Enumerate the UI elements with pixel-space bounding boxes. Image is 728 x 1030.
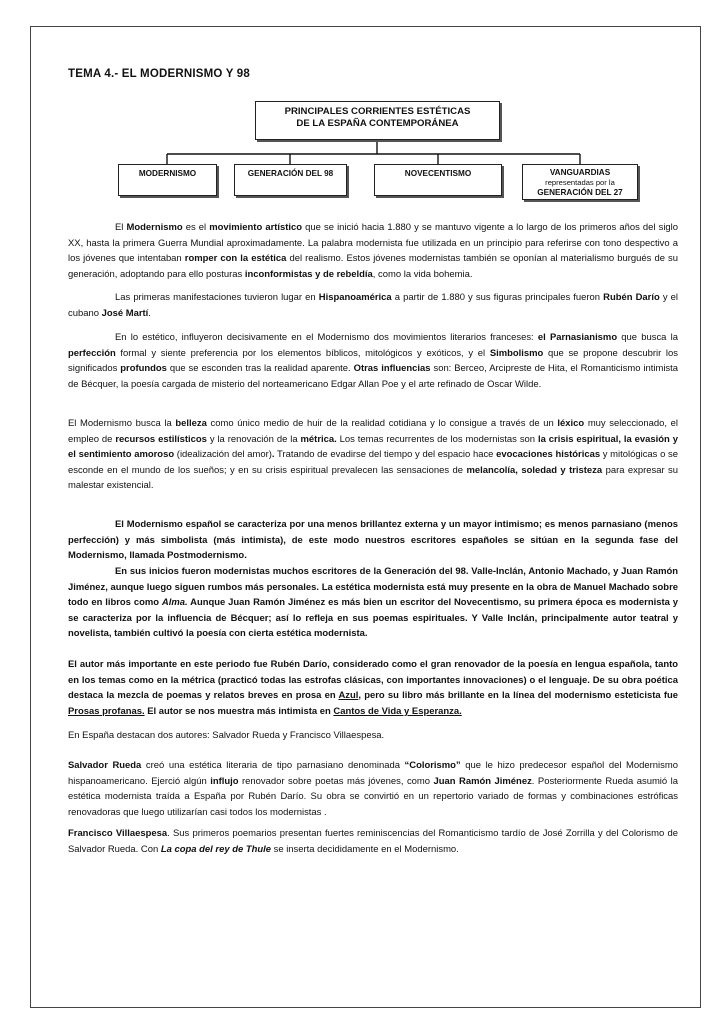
node-sublabel-2: GENERACIÓN DEL 27 — [537, 188, 623, 197]
text-run: que busca la — [617, 332, 678, 343]
text-run: La copa del rey de Thule — [160, 843, 271, 855]
text-run: Simbolismo — [489, 347, 544, 359]
text-run: es el — [182, 222, 210, 233]
text-run: inconformistas y de rebeldía — [244, 268, 373, 280]
text-run: la crisis espiritual, la evasión y el sentimiento amoroso — [68, 433, 678, 461]
text-run: ( — [174, 449, 180, 461]
paragraph-4 — [68, 416, 678, 494]
text-run: Hispanoamérica — [318, 292, 392, 303]
diagram-node-vanguardias — [522, 164, 638, 200]
text-run: recursos estilísticos — [115, 433, 207, 445]
text-run: muy seleccionado, el empleo de — [68, 418, 678, 445]
text-run: el Parnasianismo — [537, 332, 618, 343]
text-run: renovador sobre poetas más jóvenes, como — [238, 775, 434, 787]
text-run: Aunque Juan Ramón Jiménez es más bien un escritor del Novecentismo, su primera época es modernista y se caracteriza por la influencia de Bécquer; así lo refleja en sus poemas espirituales. Y Valle Inclán, principalmente autor teatral y novelista, también cultivó la poesía con cierta estética modernista. — [68, 597, 678, 640]
node-label: MODERNISMO — [138, 169, 197, 178]
text-run: . — [271, 449, 275, 461]
text-run: melancolía, soledad y tristeza — [466, 464, 603, 476]
text-run: . Posteriormente Rueda asumió la estética modernista traída a España por Rubén Darío. Su obra se convirtió en un repertorio variado de formas y combinaciones estróficas renovadoras que luego utilizarían casi todos los modernistas . — [68, 775, 678, 818]
diagram-node-modernismo — [118, 164, 217, 196]
text-run: que se esconden tras la realidad aparente. — [166, 363, 354, 375]
paragraph-5 — [68, 517, 678, 564]
text-run: que se propone descubrir los significados — [68, 347, 678, 375]
text-run: Azul — [338, 690, 359, 702]
paragraph-8 — [68, 728, 678, 744]
text-run: Salvador Rueda — [68, 760, 142, 771]
text-run: perfección — [68, 347, 116, 359]
root-line-1: PRINCIPALES CORRIENTES ESTÉTICAS — [284, 106, 471, 117]
document-title: TEMA 4.- EL MODERNISMO Y 98 — [68, 68, 250, 80]
text-run: , como la vida bohemia. — [372, 268, 473, 280]
text-run: Francisco Villaespesa — [68, 828, 168, 839]
text-run: y mitológicas o se esconde en el mundo de los sueños; y en su crisis espiritual prevalecen las sensaciones de — [68, 449, 678, 476]
paragraph-2 — [68, 290, 678, 321]
text-run: El Modernismo busca la — [68, 418, 176, 429]
text-run: se inserta decididamente en el Modernismo. — [271, 843, 459, 855]
text-run: Otras influencias — [353, 363, 431, 375]
text-run: del realismo. Estos jóvenes modernistas también se oponían al materialismo burgués de su generación, adoptando para ello posturas — [68, 253, 678, 280]
node-label: GENERACIÓN DEL 98 — [247, 169, 334, 178]
text-run: belleza — [175, 418, 207, 429]
text-run: El — [115, 222, 127, 233]
text-run: Las primeras manifestaciones tuvieron lugar en — [115, 292, 319, 303]
root-line-2: DE LA ESPAÑA CONTEMPORÁNEA — [296, 118, 459, 129]
text-run: Tratando de evadirse del tiempo y del espacio hace — [274, 449, 497, 461]
text-run: como único medio de huir de la realidad cotidiana y lo consigue a través de un — [206, 418, 558, 429]
text-run: . — [148, 307, 151, 319]
text-run: a partir de 1.880 y sus figuras principales fueron — [391, 292, 604, 303]
paragraph-1 — [68, 220, 678, 282]
node-label: VANGUARDIAS — [549, 168, 611, 177]
text-run: Los temas recurrentes de los modernistas son — [336, 433, 538, 445]
text-run: Alma. — [161, 597, 188, 609]
text-run: profundos — [120, 363, 167, 375]
text-run: que le hizo predecesor español del Modernismo hispanoamericano. Ejerció algún — [68, 760, 678, 787]
text-run: evocaciones históricas — [496, 449, 601, 461]
paragraph-7 — [68, 657, 678, 719]
text-run: que se inició hacia 1.880 y se mantuvo vigente a lo largo de los primeros años del siglo XX, hasta la primera Guerra Mundial aproximadamente. La palabra modernista fue utilizada en un principio para referirse con tono despectivo a los jóvenes que intentaban — [68, 222, 679, 265]
text-run: léxico — [557, 418, 585, 429]
text-run: movimiento artístico — [209, 222, 303, 233]
text-run: métrica. — [300, 433, 337, 445]
text-run: Juan Ramón Jiménez — [433, 775, 532, 787]
diagram-node-generacion-98 — [234, 164, 347, 196]
text-run: creó una estética literaria de tipo parnasiano denominada — [141, 760, 405, 771]
node-label: NOVECENTISMO — [404, 169, 472, 178]
text-run: En lo estético, influyeron decisivamente en el Modernismo dos movimientos literarios franceses: — [115, 332, 538, 343]
paragraph-3 — [68, 330, 678, 392]
text-run: El autor se nos muestra más intimista en — [144, 705, 334, 717]
paragraph-6 — [68, 564, 678, 642]
text-run: romper con la estética — [184, 253, 287, 265]
text-run: , pero su libro más brillante en la línea del modernismo esteticista fue — [358, 690, 679, 702]
text-run: José Martí — [101, 307, 149, 319]
text-run: y la renovación de la — [206, 433, 301, 445]
diagram-node-novecentismo — [374, 164, 502, 196]
text-run: para expresar su malestar existencial. — [68, 464, 678, 492]
paragraph-10 — [68, 826, 678, 857]
text-run: Modernismo — [126, 222, 183, 233]
text-run: El Modernismo español se caracteriza por una menos brillantez externa y un mayor intimismo; es menos parnasiano (menos perfección) y más simbolista (más intimista), de este modo nuestros escritores españoles se sitúan en la segunda fase del Modernismo, llamada Postmodernismo. — [68, 519, 678, 562]
text-run: El autor más importante en este periodo fue Rubén Darío, considerado como el gran renovador de la poesía en lengua española, tanto en los temas como en la métrica (practicó todas las estrofas clásicas, con importantes innovaciones) o el lenguaje. De su obra poética destaca la mezcla de poemas y relatos breves en prosa en — [68, 659, 678, 702]
text-run: . Sus primeros poemarios presentan fuertes reminiscencias del Romanticismo tardío de José Zorrilla y del Colorismo de Salvador Rueda. Con — [68, 828, 678, 855]
text-run: Cantos de Vida y Esperanza. — [333, 705, 462, 717]
text-run: formal y siente preferencia por los elementos bíblicos, mitológicos y exóticos, y el — [115, 347, 490, 359]
text-run: Prosas profanas. — [68, 705, 145, 717]
text-run: “Colorismo” — [404, 760, 461, 771]
text-run: En España destacan dos autores: Salvador Rueda y Francisco Villaespesa. — [68, 730, 385, 741]
text-run: son: Berceo, Arcipreste de Hita, el Romanticismo intimista de Bécquer, la poesía cargada de misterio del norteamericano Edgar Allan Poe y el arte refinado de Oscar Wilde. — [68, 363, 679, 390]
diagram-root-node — [255, 101, 500, 140]
text-run: y el cubano — [68, 292, 678, 319]
text-run: Rubén Darío — [603, 292, 660, 303]
text-run: influjo — [210, 775, 239, 787]
paragraph-9 — [68, 758, 678, 820]
text-run: idealización del amor) — [179, 449, 272, 461]
text-run: En sus inicios fueron modernistas muchos escritores de la Generación del 98. Valle-Inclán, Antonio Machado, y Juan Ramón Jiménez, aunque luego siguen rumbos más personales. La estética modernista está muy presente en la obra de Manuel Machado sobre todo en libros como — [68, 566, 678, 609]
node-sublabel: representadas por la — [545, 178, 615, 187]
